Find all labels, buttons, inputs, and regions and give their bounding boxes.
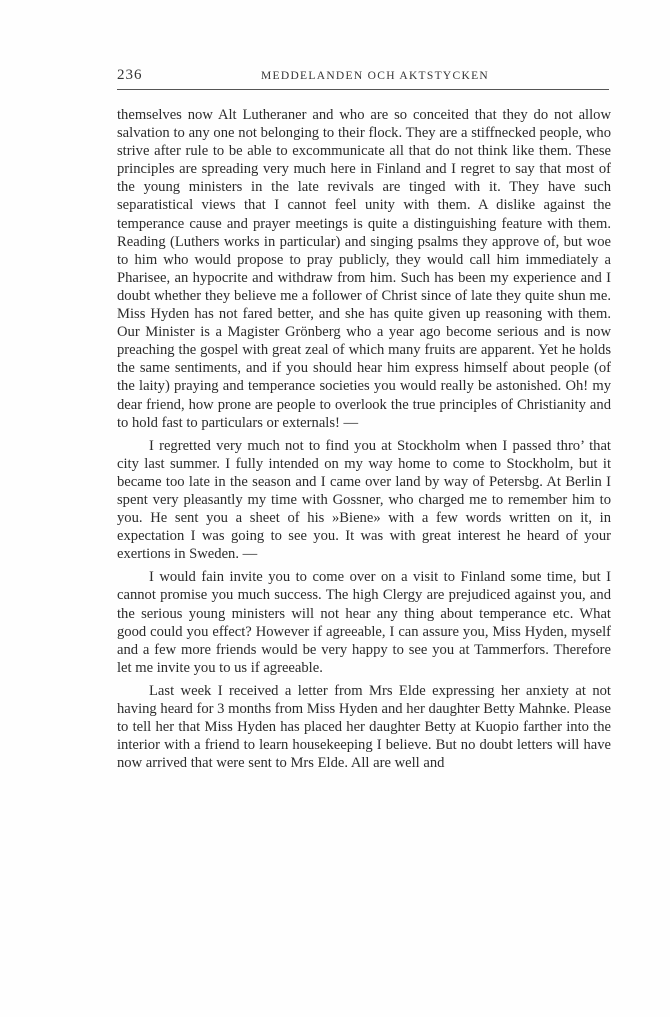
- journal-title: MEDDELANDEN OCH AKTSTYCKEN: [261, 70, 490, 82]
- paragraph-2: I regretted very much not to find you at Stockholm when I passed thro’ that city last summer. I fully intended on my way home to come to Stockholm, but it became too late in the season and I came over land by way of Petersbg. At Berlin I spent very pleasantly my time with Gossner, who charged me to remember him to you. He sent you a sheet of his »Biene» with a few words written on it, in expectation I was going to see you. It was with great interest he heard of your exertions in Sweden. —: [117, 437, 611, 563]
- paragraph-1: themselves now Alt Lutheraner and who are so conceited that they do not allow salvation to any one not belonging to their flock. They are a stiffnecked people, who strive after rule to be able to excommunicate all that do not think like them. These principles are spreading very much here in Finland and I regret to say that most of the young ministers in the late revivals are tinged with it. They have such separatistical views that I cannot feel unity with them. A dislike against the temperance cause and prayer meetings is quite a distinguishing feature with them. Reading (Luthers works in particular) and singing psalms they approve of, but woe to him who would propose to pray publicly, they would call him immediately a Pharisee, an hypocrite and withdraw from him. Such has been my experience and I doubt whether they believe me a follower of Christ since of late they quite shun me. Miss Hyden has not fared better, and she has quite given up reasoning with them. Our Minister is a Magister Grönberg who a year ago become serious and is now preaching the gospel with great zeal of which many fruits are apparent. Yet he holds the same sentiments, and if you should hear him express himself about people (of the laity) praying and temperance societies you would really be astonished. Oh! my dear friend, how prone are people to overlook the true principles of Christianity and to hold fast to particulars or externals! —: [117, 107, 611, 431]
- letter-body: [117, 106, 611, 777]
- paragraph-4: Last week I received a letter from Mrs Elde expressing her anxiety at not having heard for 3 months from Miss Hyden and her daughter Betty Mahnke. Please to tell her that Miss Hyden has placed her daughter Betty at Kuopio farther into the interior with a friend to learn housekeeping I believe. But no doubt letters will have now arrived that were sent to Mrs Elde. All are well and: [117, 682, 611, 772]
- header-rule: [117, 89, 609, 90]
- running-head: [117, 67, 609, 87]
- page-number: 236: [117, 67, 143, 83]
- paragraph-3: I would fain invite you to come over on a visit to Finland some time, but I cannot promise you much success. The high Clergy are prejudiced against you, and the serious young ministers will not hear any thing about temperance etc. What good could you effect? However if agreeable, I can assure you, Miss Hyden, myself and a few more friends would be very happy to see you at Tammerfors. Therefore let me invite you to us if agreeable.: [117, 569, 611, 676]
